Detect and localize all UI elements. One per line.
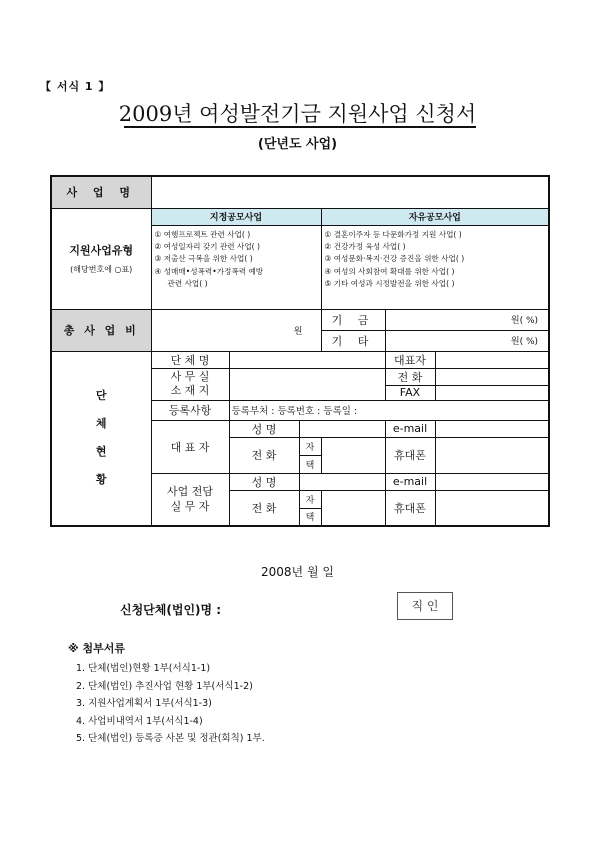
document-title: 2009년 여성발전기금 지원사업 신청서 [118, 102, 477, 126]
staff-name-field[interactable] [299, 473, 385, 490]
office-label-line: 소 재 지 [170, 384, 210, 397]
document-subtitle: (단년도 사업) [257, 137, 338, 152]
fund-label: 기 금 [321, 309, 385, 330]
office-address-field[interactable] [229, 368, 385, 400]
org-status-char: 현 [95, 445, 107, 459]
free-item: ① 결혼이주자 등 다문화가정 지원 사업( ) [324, 229, 462, 239]
staff-name-label: 성 명 [229, 473, 299, 490]
form-number-label: 【 서식 1 】 [40, 80, 111, 93]
office-label-line: 사 무 실 [170, 370, 210, 383]
attachment-item: 3. 지원사업계획서 1부(서식1-3) [76, 698, 212, 709]
staff-email-field[interactable] [435, 473, 549, 490]
staff-label-line: 실 무 자 [170, 500, 210, 514]
fund-field[interactable] [385, 309, 549, 330]
home-char: 택 [305, 513, 315, 524]
rep-phone-label: 전 화 [229, 437, 299, 473]
registration-text: 등록부처 : 등록번호 : 등록일 : [231, 406, 358, 417]
other-label: 기 타 [321, 330, 385, 351]
other-field[interactable] [385, 330, 549, 351]
org-name-label: 단 체 명 [151, 351, 229, 368]
staff-label-line: 사업 전담 [166, 485, 213, 499]
designated-item: ④ 성매매•성폭력•가정폭력 예방 [154, 266, 264, 276]
official-seal-box: 직 인 [397, 592, 453, 620]
home-char: 자 [305, 495, 315, 506]
application-form-table [50, 175, 550, 527]
total-cost-label: 총 사 업 비 [51, 309, 151, 351]
fund-unit: 원( %) [510, 316, 539, 326]
office-address-label [151, 368, 229, 400]
phone-label: 전 화 [385, 368, 435, 385]
org-name-field[interactable] [229, 351, 385, 368]
application-date: 2008년 월 일 [261, 565, 334, 579]
free-header: 자유공모사업 [321, 208, 549, 225]
title-underline [124, 126, 476, 128]
attachment-item: 2. 단체(법인) 추진사업 현황 1부(서식1-2) [76, 680, 253, 692]
staff-mobile-field[interactable] [435, 490, 549, 526]
home-char: 택 [305, 460, 315, 471]
phone-field[interactable] [435, 368, 549, 385]
project-name-field[interactable] [151, 176, 549, 208]
designated-item: ① 여행프로젝트 관련 사업( ) [154, 229, 251, 239]
attachment-item: 1. 단체(법인)현황 1부(서식1-1) [76, 663, 211, 674]
project-type-note: (해당번호에 ○표) [70, 265, 133, 274]
org-status-char: 단 [95, 389, 107, 403]
attachment-item: 4. 사업비내역서 1부(서식1-4) [76, 715, 203, 727]
applicant-label: 신청단체(법인)명 : [120, 603, 222, 617]
staff-phone-label: 전 화 [229, 490, 299, 526]
fax-field[interactable] [435, 385, 549, 400]
designated-list[interactable] [151, 225, 321, 309]
attachment-item: 5. 단체(법인) 등록증 사본 및 정관(회칙) 1부. [76, 733, 265, 744]
staff-email-label: e-mail [385, 473, 435, 490]
attachments-title: ※ 첨부서류 [68, 642, 126, 655]
rep-email-label: e-mail [385, 420, 435, 437]
org-status-char: 체 [95, 417, 107, 431]
free-item: ⑤ 기타 여성과 시정발전을 위한 사업( ) [324, 279, 455, 289]
other-unit: 원( %) [510, 337, 539, 347]
staff-home-label-2 [299, 508, 321, 526]
project-name-label: 사 업 명 [51, 176, 151, 208]
home-char: 자 [305, 442, 315, 453]
free-item: ② 건강가정 육성 사업( ) [324, 241, 406, 251]
staff-mobile-label: 휴대폰 [385, 490, 435, 526]
rep-mobile-field[interactable] [435, 437, 549, 473]
rep-mobile-label: 휴대폰 [385, 437, 435, 473]
representative-label: 대 표 자 [151, 420, 229, 473]
free-item: ④ 여성의 사회참여 확대를 위한 사업( ) [324, 266, 455, 276]
org-status-label [51, 351, 151, 526]
rep-field[interactable] [435, 351, 549, 368]
free-list[interactable] [321, 225, 549, 309]
org-status-char: 황 [95, 473, 107, 487]
rep-name-label: 성 명 [229, 420, 299, 437]
attachments-list [76, 660, 265, 748]
designated-header: 지정공모사업 [151, 208, 321, 225]
designated-item: 관련 사업( ) [167, 279, 208, 289]
staff-label [151, 473, 229, 526]
project-type-cell [51, 208, 151, 309]
staff-home-field[interactable] [321, 490, 385, 526]
rep-label: 대표자 [385, 351, 435, 368]
rep-home-label [299, 437, 321, 455]
rep-email-field[interactable] [435, 420, 549, 437]
registration-label: 등록사항 [151, 400, 229, 420]
rep-home-field[interactable] [321, 437, 385, 473]
rep-name-field[interactable] [299, 420, 385, 437]
total-cost-field[interactable] [151, 309, 321, 351]
designated-item: ② 여성일자리 갖기 관련 사업( ) [154, 241, 260, 251]
staff-home-label [299, 490, 321, 508]
free-item: ③ 여성문화·복지·건강 증진을 위한 사업( ) [324, 254, 465, 264]
registration-field[interactable] [229, 400, 549, 420]
won-unit: 원 [293, 326, 303, 337]
fax-label: FAX [385, 385, 435, 400]
designated-item: ③ 저출산 극복을 위한 사업( ) [154, 254, 253, 264]
rep-home-label-2 [299, 455, 321, 473]
project-type-label: 지원사업유형 [69, 244, 134, 257]
